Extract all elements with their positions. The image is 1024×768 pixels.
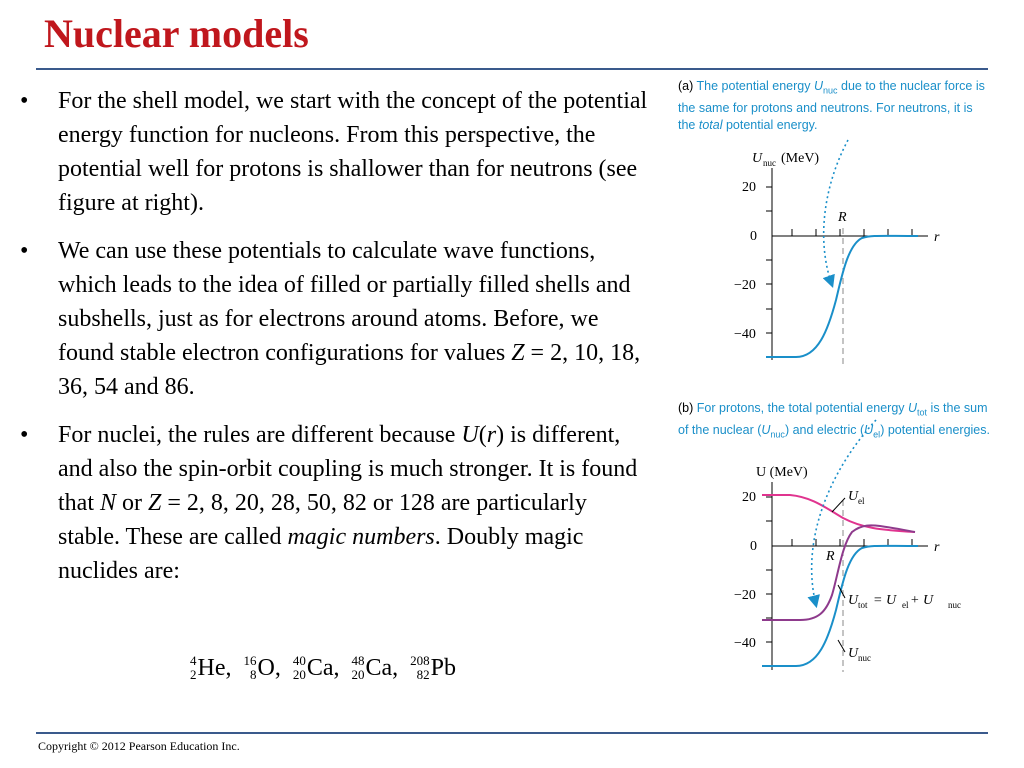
figure-b-eq-el: el [902,600,909,610]
bullet-item: • For nuclei, the rules are different because U(r) is different, and also the spin-orbit coupling is much stronger. It is found that N or Z = 2, 8, 20, 28, 50, 82 or 128 are particularly stable. These are called magic numbers. Doubly magic nuclides are: [20,418,650,588]
nuclide-o: 16 8 O, [243,653,281,682]
bullet-item: • We can use these potentials to calculate wave functions, which leads to the idea of filled or partially filled shells and subshells, just as for electrons around atoms. Before, we found stable electron configurations for values Z = 2, 10, 18, 36, 54 and 86. [20,234,650,404]
figure-b-tick-label: −20 [734,588,756,603]
figure-b-plot [734,420,961,672]
figure-b-unuc-sub: nuc [858,653,871,663]
figure-b-unuc-label: U [848,646,859,661]
figure-b-R-label: R [826,549,835,564]
figure-a-ylabel-unit: (MeV) [781,151,820,166]
figure-b-tick-label: −40 [734,636,756,651]
bullet-dot: • [20,88,29,114]
figure-a-tick-label: −40 [734,327,756,342]
figure-b-uel-curve [762,495,915,532]
figure-a-tick-label: −20 [734,278,756,293]
figure-b-eq-mid: = U [873,593,897,608]
figure-a-tick-label: 20 [742,180,756,195]
nuclide-ca48: 48 20 Ca, [351,653,399,682]
figure-b-utot-label: U [848,593,859,608]
slide-title: Nuclear models [44,11,309,56]
figure-b-uel-sub: el [858,496,865,506]
figure-a-ylabel-sub: nuc [763,158,776,168]
figure-a-r-label: r [934,230,940,245]
figure-b-eq-nuc: nuc [948,600,961,610]
figure-a-tick-label: 0 [750,229,757,244]
figure-b-caption: (b) For protons, the total potential energy $U_{tot}$ is the sum of the nuclear $(U_{nuc})$ and electric $(U_{el})$ potential energies. [678,401,990,439]
figure-a-plot [734,140,940,364]
nuclide-pb: 208 82 Pb [410,653,457,682]
figure-a-unuc-curve [766,236,918,357]
nuclide-he: 4 2 He, [190,653,232,682]
copyright-footer: Copyright © 2012 Pearson Education Inc. [38,739,240,753]
figure-b-r-label: r [934,540,940,555]
figure-b-tick-label: 0 [750,539,757,554]
figure-a-caption: (a) The potential energy $U_{nuc}$ due to the nuclear force is the same for protons and neutrons. For neutrons, it is the total potential energy. [678,79,985,132]
figure-b-tick-label: 20 [742,490,756,505]
figure-a-R-label: R [838,210,847,225]
figure-a-ylabel: U [752,151,763,166]
figure-b-utot-sub: tot [858,600,868,610]
bullet-dot: • [20,422,29,448]
bullet-dot: • [20,238,29,264]
nuclide-ca40: 40 20 Ca, [292,653,340,682]
figure-b-ylabel: U (MeV) [756,465,808,480]
bullet-item: • For the shell model, we start with the concept of the potential energy function for nucleons. From this perspective, the potential well for protons is shallower than for neutrons (see figure at right). [20,84,650,220]
figure-b-uel-label: U [848,489,859,504]
footer-divider [36,732,988,734]
figure-b-eq-plus: + U [910,593,934,608]
